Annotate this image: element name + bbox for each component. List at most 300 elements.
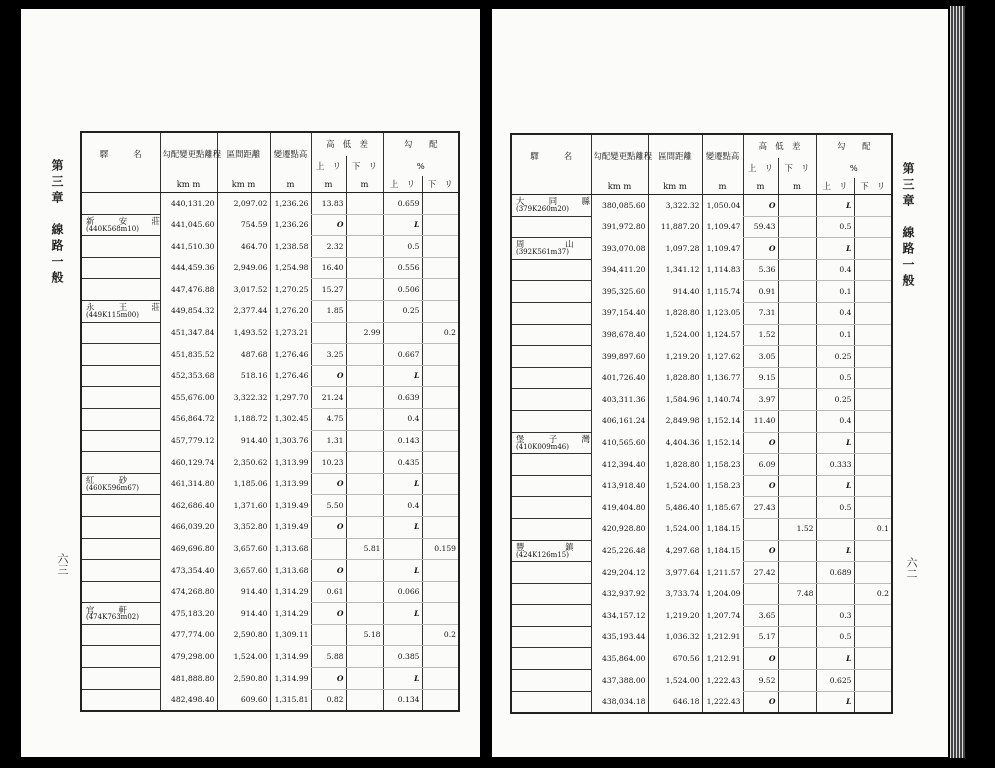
gradient-up-cell: L [383,516,422,538]
unit-grad-up: 上 リ [383,176,422,193]
elevation-cell: 1,303.76 [270,430,311,452]
station-cell [81,236,160,258]
station-cell [81,344,160,366]
height-up-cell: O [743,195,778,217]
gradient-up-cell: L [816,475,854,497]
gradient-down-cell [854,648,892,670]
station-cell [81,408,160,430]
gradient-up-cell: L [816,238,854,260]
station-cell [81,300,168,322]
header-elevation: 變遷點高 [702,134,743,178]
elevation-cell: 1,222.43 [702,691,743,713]
station-cell [81,646,160,668]
height-up-cell: 5.88 [311,646,346,668]
table-row [511,281,892,303]
height-down-cell [778,367,816,389]
height-up-cell [743,518,778,540]
height-up-cell: 5.17 [743,626,778,648]
station-cell [511,583,591,605]
station-cell [511,540,591,562]
height-down-cell [346,193,383,215]
distance-cell: 412,394.40 [591,454,648,476]
elevation-cell: 1,236.26 [270,193,311,215]
gradient-down-cell [422,279,459,301]
gradient-up-cell: 0.5 [816,497,854,519]
gradient-up-cell: L [816,432,854,454]
gradient-down-cell [422,560,459,582]
height-down-cell [346,365,383,387]
distance-cell: 406,161.24 [591,410,648,432]
station-cell [81,689,160,711]
height-down-cell [778,389,816,411]
unit-grad-down: 下 リ [422,176,459,193]
elevation-cell: 1,302.45 [270,408,311,430]
table-row [81,257,459,279]
table-row [511,454,892,476]
gradient-down-cell [422,257,459,279]
distance-cell: 413,918.40 [591,475,648,497]
elevation-cell: 1,273.21 [270,322,311,344]
elevation-cell: 1,238.58 [270,236,311,258]
gradient-down-cell [422,689,459,711]
gradient-down-cell [854,216,892,238]
table-row [81,322,459,344]
station-cell [81,257,160,279]
section-distance-cell: 1,828.80 [648,454,702,476]
distance-cell: 475,183.20 [160,603,217,625]
section-distance-cell: 1,185.06 [217,473,270,495]
header-up: 上 リ [311,156,346,176]
table-row [511,238,892,260]
table-row [81,473,459,495]
height-up-cell: 13.83 [311,193,346,215]
height-up-cell: O [311,560,346,582]
gradient-up-cell: 0.5 [816,216,854,238]
height-down-cell [346,408,383,430]
gradient-up-cell: 0.625 [816,670,854,692]
gradient-down-cell [854,302,892,324]
distance-cell: 452,353.68 [160,365,217,387]
elevation-cell: 1,212.91 [702,648,743,670]
height-down-cell [346,603,383,625]
station-cell [81,214,168,236]
station-cell [511,324,591,346]
elevation-cell: 1,114.83 [702,259,743,281]
gradient-up-cell: 0.25 [816,389,854,411]
gradient-down-cell: 0.159 [422,538,459,560]
gradient-up-cell: 0.5 [816,626,854,648]
table-row [81,387,459,409]
height-down-cell [346,495,383,517]
table-row [511,432,892,454]
station-cell [511,410,591,432]
height-down-cell [778,324,816,346]
gradient-down-cell [854,670,892,692]
station-cell [81,495,160,517]
gradient-up-cell: 0.4 [816,259,854,281]
section-distance-cell: 646.18 [648,691,702,713]
height-up-cell: O [743,432,778,454]
height-down-cell [346,344,383,366]
gradient-up-cell: 0.556 [383,257,422,279]
elevation-cell: 1,276.20 [270,300,311,322]
section-distance-cell: 1,524.00 [217,646,270,668]
station-cell [511,497,591,519]
station-cell [81,430,160,452]
distance-cell: 380,085.60 [591,195,648,217]
unit-section: km m [648,178,702,195]
gradient-up-cell [383,624,422,646]
section-distance-cell: 518.16 [217,365,270,387]
unit-distance: km m [160,176,217,193]
height-down-cell [346,473,383,495]
distance-cell: 451,835.52 [160,344,217,366]
table-row [511,497,892,519]
station-cell [511,475,591,497]
gradient-down-cell [422,452,459,474]
gradient-up-cell [816,518,854,540]
height-down-cell [346,516,383,538]
distance-cell: 473,354.40 [160,560,217,582]
unit-up: m [311,176,346,193]
distance-cell: 474,268.80 [160,581,217,603]
table-row [81,214,459,236]
elevation-cell: 1,236.26 [270,214,311,236]
header-station: 驛 名 [81,132,160,176]
table-row [81,689,459,711]
elevation-cell: 1,158.23 [702,475,743,497]
gradient-down-cell [854,475,892,497]
table-row [81,452,459,474]
table-row [511,216,892,238]
section-distance-cell: 4,297.68 [648,540,702,562]
section-distance-cell: 487.68 [217,344,270,366]
distance-cell: 394,411.20 [591,259,648,281]
header-height-diff: 高 低 差 [311,132,383,156]
section-distance-cell: 464.70 [217,236,270,258]
table-row [81,430,459,452]
table-row [511,540,892,562]
height-up-cell: 11.40 [743,410,778,432]
section-distance-cell: 1,036.32 [648,626,702,648]
distance-cell: 469,696.80 [160,538,217,560]
unit-section: km m [217,176,270,193]
elevation-cell: 1,127.62 [702,346,743,368]
table-row [81,538,459,560]
elevation-cell: 1,313.68 [270,560,311,582]
distance-cell: 432,937.92 [591,583,648,605]
distance-cell: 399,897.60 [591,346,648,368]
gradient-up-cell: L [816,195,854,217]
gradient-down-cell [854,389,892,411]
section-distance-cell: 3,977.64 [648,562,702,584]
height-up-cell: 9.15 [743,367,778,389]
section-distance-cell: 609.60 [217,689,270,711]
distance-cell: 420,928.80 [591,518,648,540]
gradient-up-cell: 0.667 [383,344,422,366]
height-up-cell [311,322,346,344]
gradient-down-cell [854,259,892,281]
section-distance-cell: 4,404.36 [648,432,702,454]
gradient-up-cell: L [383,560,422,582]
gradient-up-cell: 0.5 [383,236,422,258]
section-distance-cell: 3,733.74 [648,583,702,605]
section-distance-cell: 914.40 [217,430,270,452]
height-down-cell [778,670,816,692]
section-distance-cell: 1,524.00 [648,518,702,540]
book-edge [950,6,965,758]
height-up-cell: 0.91 [743,281,778,303]
height-up-cell: O [311,365,346,387]
unit-blank [81,176,160,193]
height-down-cell [778,302,816,324]
station-cell [511,389,591,411]
table-row [81,300,459,322]
gradient-down-cell [854,605,892,627]
gradient-down-cell [854,324,892,346]
header-down: 下 リ [778,158,816,178]
gradient-up-cell: 0.659 [383,193,422,215]
gradient-up-cell: L [816,540,854,562]
height-down-cell [778,410,816,432]
table-row [81,624,459,646]
gradient-down-cell [854,562,892,584]
height-down-cell: 7.48 [778,583,816,605]
height-down-cell: 1.52 [778,518,816,540]
elevation-cell: 1,314.29 [270,603,311,625]
gradient-down-cell [422,603,459,625]
height-down-cell [778,562,816,584]
gradient-down-cell [422,646,459,668]
station-cell [511,691,591,713]
section-distance-cell: 2,350.62 [217,452,270,474]
height-down-cell [778,605,816,627]
gradient-down-cell [854,626,892,648]
unit-blank [511,178,591,195]
height-down-cell: 2.99 [346,322,383,344]
header-gradient-unit: % [383,156,459,176]
station-name: 豐 鎮 [516,541,582,552]
elevation-cell: 1,140.74 [702,389,743,411]
gradient-up-cell: 0.4 [816,302,854,324]
gradient-up-cell: L [383,214,422,236]
height-up-cell: 27.43 [743,497,778,519]
station-cell [511,562,591,584]
elevation-cell: 1,207.74 [702,605,743,627]
height-up-cell [311,538,346,560]
table-row [511,195,892,217]
section-distance-cell: 1,371.60 [217,495,270,517]
section-distance-cell: 3,322.32 [217,387,270,409]
elevation-cell: 1,319.49 [270,495,311,517]
station-cell [511,648,591,670]
distance-cell: 438,034.18 [591,691,648,713]
gradient-up-cell: 0.3 [816,605,854,627]
height-up-cell: 3.05 [743,346,778,368]
unit-down: m [778,178,816,195]
station-cell [511,670,591,692]
elevation-cell: 1,185.67 [702,497,743,519]
height-up-cell [311,624,346,646]
elevation-cell: 1,297.70 [270,387,311,409]
unit-down: m [346,176,383,193]
header-down: 下 リ [346,156,383,176]
station-cell [81,538,160,560]
table-row [81,344,459,366]
station-cell [81,452,160,474]
distance-cell: 398,678.40 [591,324,648,346]
height-up-cell: 21.24 [311,387,346,409]
station-name: 堡 子 灣 [516,433,598,444]
gradient-down-cell: 0.2 [854,583,892,605]
height-down-cell [778,238,816,260]
gradient-table [80,131,460,712]
gradient-up-cell: 0.333 [816,454,854,476]
distance-cell: 441,510.30 [160,236,217,258]
station-cell [81,668,160,690]
chapter-caption: 第三章 線路一般 [50,159,64,287]
height-down-cell [778,454,816,476]
station-cell [511,281,591,303]
section-distance-cell: 3,017.52 [217,279,270,301]
height-up-cell: O [743,691,778,713]
section-distance-cell: 914.40 [217,581,270,603]
gradient-down-cell [854,346,892,368]
table-row [511,324,892,346]
elevation-cell: 1,314.99 [270,668,311,690]
header-gradient: 勾 配 [383,132,459,156]
gradient-up-cell: L [383,473,422,495]
distance-cell: 395,325.60 [591,281,648,303]
height-up-cell: 3.65 [743,605,778,627]
section-distance-cell: 914.40 [648,281,702,303]
section-distance-cell: 2,849.98 [648,410,702,432]
station-cell [511,195,598,217]
gradient-down-cell [422,193,459,215]
gradient-down-cell [422,668,459,690]
gradient-up-cell [816,583,854,605]
gradient-up-cell: 0.5 [816,367,854,389]
elevation-cell: 1,319.49 [270,516,311,538]
height-up-cell: 59.43 [743,216,778,238]
gradient-down-cell: 0.1 [854,518,892,540]
section-distance-cell: 670.56 [648,648,702,670]
section-distance-cell: 1,524.00 [648,670,702,692]
station-name: 官 軒 [86,604,136,615]
distance-cell: 435,864.00 [591,648,648,670]
height-up-cell: 3.97 [743,389,778,411]
height-up-cell: 16.40 [311,257,346,279]
station-cell [511,346,591,368]
header-gradient-unit: % [816,158,892,178]
gradient-down-cell [854,691,892,713]
height-down-cell [346,387,383,409]
gradient-up-cell: 0.689 [816,562,854,584]
distance-cell: 460,129.74 [160,452,217,474]
station-kilometrage: (440K568m10) [86,224,139,233]
section-distance-cell: 2,949.06 [217,257,270,279]
height-down-cell [346,581,383,603]
height-down-cell [778,432,816,454]
table-row [81,603,459,625]
gradient-up-cell: 0.506 [383,279,422,301]
elevation-cell: 1,152.14 [702,410,743,432]
table-body [81,193,459,712]
height-up-cell: 9.52 [743,670,778,692]
distance-cell: 437,388.00 [591,670,648,692]
table-row [81,408,459,430]
section-distance-cell: 2,377.44 [217,300,270,322]
section-distance-cell: 1,584.96 [648,389,702,411]
gradient-down-cell [854,432,892,454]
station-cell [81,473,160,495]
gradient-down-cell [854,497,892,519]
height-down-cell [778,626,816,648]
distance-cell: 435,193.44 [591,626,648,648]
gradient-down-cell [422,387,459,409]
height-down-cell [346,689,383,711]
height-up-cell: 10.23 [311,452,346,474]
page-number: 六三 [56,553,69,575]
elevation-cell: 1,184.15 [702,518,743,540]
distance-cell: 393,070.08 [591,238,648,260]
station-kilometrage: (424K126m15) [516,550,569,559]
header-elevation: 變遷點高 [270,132,311,176]
gradient-up-cell: 0.25 [816,346,854,368]
height-down-cell [778,281,816,303]
header-distance: 勾配變更點離程 [160,132,217,176]
distance-cell: 434,157.12 [591,605,648,627]
table-row [511,346,892,368]
table-row [511,583,892,605]
elevation-cell: 1,136.77 [702,367,743,389]
table-row [511,410,892,432]
gradient-down-cell [422,214,459,236]
distance-cell: 447,476.88 [160,279,217,301]
distance-cell: 449,854.32 [160,300,217,322]
gradient-down-cell [422,408,459,430]
gradient-up-cell: 0.134 [383,689,422,711]
gradient-up-cell: L [383,603,422,625]
table-row [81,193,459,215]
section-distance-cell: 2,590.80 [217,668,270,690]
elevation-cell: 1,152.14 [702,432,743,454]
distance-cell: 403,311.36 [591,389,648,411]
height-up-cell: 1.31 [311,430,346,452]
height-down-cell [346,452,383,474]
distance-cell: 462,686.40 [160,495,217,517]
header-distance: 勾配變更點離程 [591,134,648,178]
station-cell [511,626,591,648]
station-cell [511,238,591,260]
station-cell [511,302,591,324]
gradient-down-cell [422,430,459,452]
table-row [511,302,892,324]
table-row [511,367,892,389]
gradient-up-cell: L [816,691,854,713]
station-cell [81,387,160,409]
station-kilometrage: (449K115m00) [86,311,139,319]
table-row [81,581,459,603]
table-row [511,259,892,281]
height-up-cell [743,583,778,605]
table-row [511,389,892,411]
station-cell [81,365,160,387]
height-down-cell [346,214,383,236]
unit-elevation: m [702,178,743,195]
height-down-cell: 5.81 [346,538,383,560]
section-distance-cell: 1,097.28 [648,238,702,260]
